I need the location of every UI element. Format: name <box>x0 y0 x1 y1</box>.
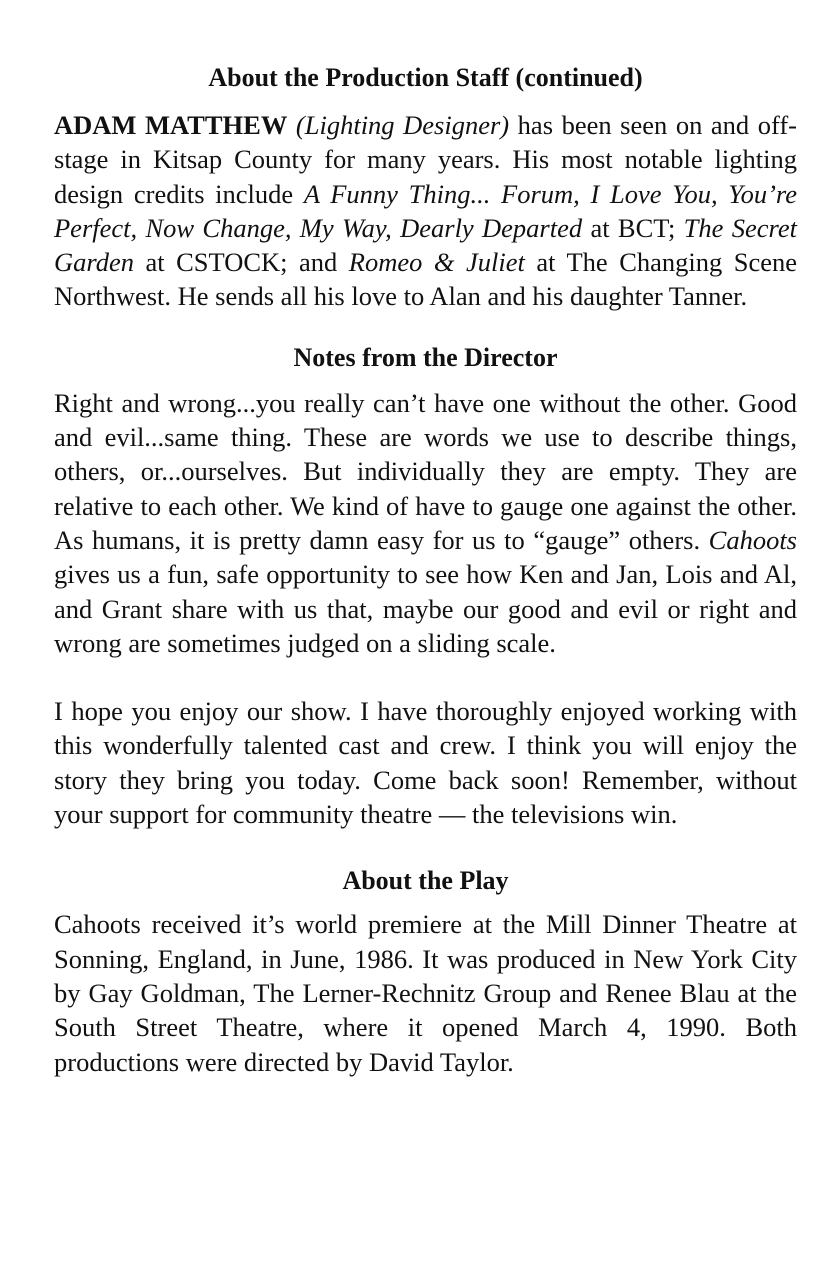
adam-matthew-bio <box>54 108 797 314</box>
bio-name: ADAM MATTHEW <box>54 110 288 140</box>
bio-text: at BCT; <box>582 212 684 243</box>
notes-text: Right and wrong...you really can’t have one without the other. Good and evil...same thing. These are words we use to describe things, others, or...ourselves. But individually they are empty. They are relative to each other. We kind of have to gauge one against the other. As humans, it is pretty damn easy for us to “gauge” others. <box>54 387 797 555</box>
director-notes-paragraph-2: I hope you enjoy our show. I have thoroughly enjoyed working with this wonderfully talented cast and crew. I think you will enjoy the story they bring you today. Come back soon! Remember, without your support for community theatre — the televisions win. <box>54 696 797 830</box>
bio-text: at CSTOCK; and <box>133 247 349 278</box>
bio-credit-cstock: The Secret Garden <box>54 212 797 278</box>
bio-role: (Lighting Designer) <box>295 110 510 140</box>
notes-text: gives us a fun, safe opportunity to see how Ken and Jan, Lois and Al, and Grant share with us that, maybe our good and evil or right and wrong are sometimes judged on a sliding scale. <box>54 559 797 658</box>
bio-credit-bct: A Funny Thing... Forum, I Love You, You’re Perfect, Now Change, My Way, Dearly Departed <box>54 178 797 243</box>
program-page <box>54 58 797 1079</box>
bio-credit-csn: Romeo & Juliet <box>348 247 525 278</box>
play-title: Cahoots <box>708 524 797 555</box>
production-staff-heading: About the Production Staff (continued) <box>208 63 643 92</box>
about-play-heading: About the Play <box>342 866 509 896</box>
bio-text: has been seen on and off-stage in Kitsap County for many years. His most notable lighting design credits include <box>54 110 797 209</box>
director-notes-heading: Notes from the Director <box>293 342 558 372</box>
about-play-paragraph: Cahoots received it’s world premiere at the Mill Dinner Theatre at Sonning, England, in June, 1986. It was produced in New York City by Gay Goldman, The Lerner-Rechnitz Group and Renee Blau at the South Street Theatre, where it opened March 4, 1990. Both productions were directed by David Taylor. <box>54 909 797 1077</box>
director-notes-paragraph-1 <box>54 386 797 660</box>
bio-text: at The Changing Scene Northwest. He sends all his love to Alan and his daughter Tanner. <box>54 247 798 312</box>
